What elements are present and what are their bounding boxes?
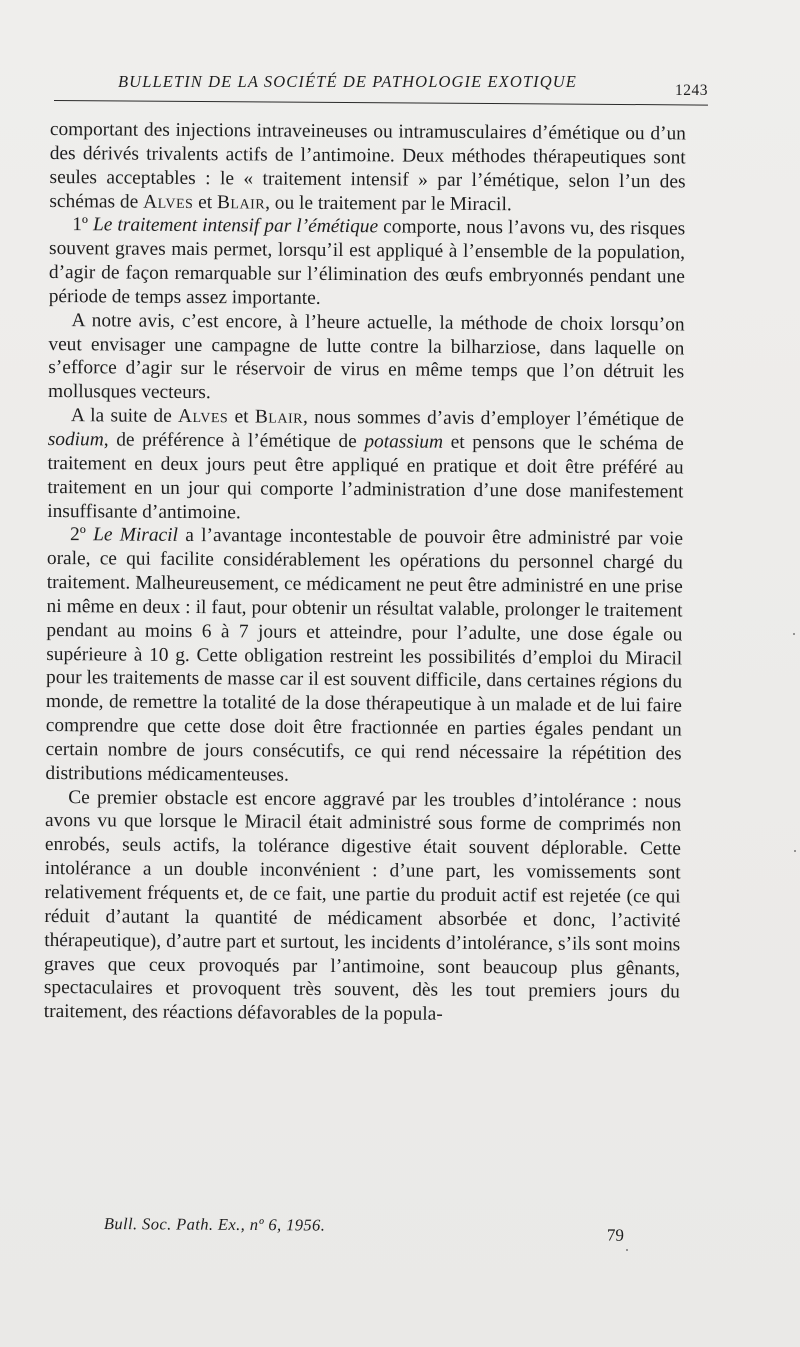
term-potassium: potassium <box>364 431 444 453</box>
author-name-alves: Alves <box>177 406 229 428</box>
running-title: BULLETIN DE LA SOCIÉTÉ DE PATHOLOGIE EXOTIQUE <box>118 72 577 91</box>
paragraph-2: 1º Le traitement intensif par l’émétique comporte, nous l’avons vu, des risques souvent graves mais permet, lorsqu’il est appliqué à l’ensemble de la population, d’agir de façon remarquable sur l’élimination des œufs embryonnés pendant une période de temps assez importante. <box>48 214 686 309</box>
journal-citation: Bull. Soc. Path. Ex., nº 6, 1956. <box>103 1214 326 1235</box>
term-sodium: sodium <box>47 428 104 451</box>
section-title: Le traitement intensif par l’émétique <box>92 214 379 238</box>
paper-speck <box>793 633 795 635</box>
page-number: 1243 <box>675 82 708 99</box>
page-header <box>118 72 708 102</box>
paper-speck <box>794 850 796 852</box>
article-body <box>44 118 686 1028</box>
section-number: 2º <box>70 524 94 546</box>
author-name-blair: Blair <box>254 406 304 428</box>
section-number: 1º <box>72 214 94 236</box>
paper-speck <box>626 1249 628 1251</box>
paragraph-6: Ce premier obstacle est encore aggravé par les troubles d’intolérance : nous avons vu que lorsque le Miracil était administré sous forme de comprimés non enrobés, seuls actifs, la tolérance digestive était souvent déplorable. Cette intolérance a un double inconvénient : d’une part, les vomissements sont relativement fréquents et, de ce fait, une partie du produit actif est rejetée (ce qui réduit d’autant la quantité de médicament absorbée et donc, l’activité thérapeutique), d’autre part et surtout, les incidents d’intolérance, s’ils sont moins graves que ceux provoqués par l’antimoine, sont beaucoup plus gênants, spectaculaires et provoquent très souvent, dès les tout premiers jours du traitement, des réactions défavorables de la popula- <box>43 786 682 1025</box>
paragraph-1: comportant des injections intraveineuses ou intramusculaires d’émétique ou d’un des dérivés trivalents actifs de l’antimoine. Deux méthodes thérapeutiques sont seules acceptables : le « traitement intensif » par l’émétique, selon l’un des schémas de Alves et Blair, ou le traitement par le Miracil. <box>49 118 686 215</box>
page-footer <box>104 1214 624 1250</box>
paragraph-4: A la suite de Alves et Blair, nous sommes d’avis d’employer l’émétique de sodium, de préférence à l’émétique de potassium et pensons que le schéma de traitement en deux jours peut être appliqué en pratique et doit être préféré au traitement en un jour qui comporte l’administration d’une dose manifestement insuffisante d’antimoine. <box>47 405 684 523</box>
paragraph-3: A notre avis, c’est encore, à l’heure actuelle, la méthode de choix lorsqu’on veut envisager une campagne de lutte contre la bilharziose, dans laquelle on s’efforce d’agir sur le réservoir de virus en même temps que l’on détruit les mollusques vecteurs. <box>48 309 685 404</box>
author-name-alves: Alves <box>143 191 194 213</box>
sheet-number: 79 <box>606 1225 624 1245</box>
section-title: Le Miracil <box>93 524 179 547</box>
author-name-blair: Blair <box>216 191 266 214</box>
paragraph-5: 2º Le Miracil a l’avantage incontestable de pouvoir être administré par voie orale, ce qui facilite considérablement les opérations du personnel chargé du traitement. Malheureusement, ce médicament ne peut être administré en une prise ni même en deux : il faut, pour obtenir un résultat valable, prolonger le traitement pendant au moins 6 à 7 jours et atteindre, pour l’adulte, une dose égale ou supérieure à 10 g. Cette obligation restreint les possibilités d’emploi du Miracil pour les traitements de masse car il est souvent difficile, dans certaines régions du monde, de remettre la totalité de la dose thérapeutique à un malade et de lui faire comprendre que cette dose doit être fractionnée en parties égales pendant un certain nombre de jours consécutifs, ce qui rend nécessaire la répétition des distributions médicamenteuses. <box>45 524 684 786</box>
